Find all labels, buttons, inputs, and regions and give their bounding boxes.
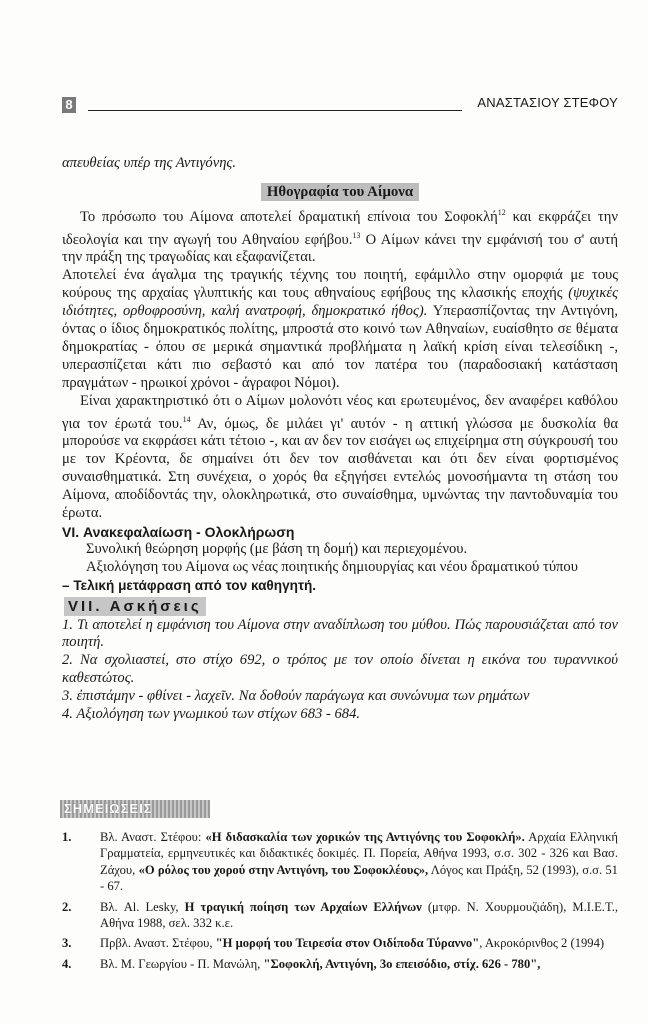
lead-line: απευθείας υπέρ της Αντιγόνης. — [62, 155, 237, 171]
footnote-4-bold: "Σοφοκλή, Αντιγόνη, 3ο επεισόδιο, στίχ. 626 - 780", — [263, 956, 541, 971]
page-number: 8 — [62, 97, 76, 113]
footnote-1-bold-1: «Η διδασκαλία των χορικών της Αντιγόνης του Σοφοκλή». — [205, 830, 525, 844]
notes-heading: ΣΗΜΕΙΩΣΕΙΣ — [64, 801, 153, 816]
running-title: ΑΝΑΣΤΑΣΙΟΥ ΣΤΕΦΟΥ — [477, 95, 618, 110]
paragraph-1-text-b: και εκφράζει την ιδεολογία και την αγωγή του Αθηναίου εφήβου. — [62, 208, 618, 248]
main-text — [62, 155, 618, 724]
footnote-1-text-a: Βλ. Αναστ. Στέφου: — [100, 830, 206, 844]
paragraph-2-text-a: Αποτελεί ένα άγαλμα της τραγικής τέχνης του ποιητή, εφάμιλλο στην ομορφιά με τους κούρους της αρχαίας γλυπτικής και τους αθηναίους εφήβους της κλασικής εποχής — [62, 267, 618, 302]
footnote-1-text-d: Λόγος και Πράξη, 52 (1993), σ.σ. 51 - 67. — [100, 862, 618, 894]
exercise-2: 2. Να σχολιαστεί, στο στίχο 692, ο τρόπος με τον οποίο δίνεται η εικόνα του τυραννικού καθεστώτος. — [62, 652, 618, 687]
footnote-item — [62, 935, 618, 951]
footnote-item — [62, 829, 618, 895]
footnote-number: 4. — [62, 956, 72, 971]
footnote-ref-14: 14 — [182, 414, 191, 424]
exercises-heading: VII. Ασκήσεις — [64, 597, 206, 616]
section-6-heading: VI. Ανακεφαλαίωση - Ολοκλήρωση — [62, 523, 295, 540]
paragraph-3 — [62, 393, 618, 523]
footnote-3-bold: "Η μορφή του Τειρεσία στον Οιδίποδα Τύραννο" — [215, 936, 480, 951]
section-6-line-1: Συνολική θεώρηση μορφής (με βάση τη δομή) και περιεχομένου. — [86, 540, 468, 557]
footnote-ref-12: 12 — [497, 207, 506, 217]
exercise-3: 3. ἐπιστάμην - φθίνει - λαχεῖν. Να δοθούν παράγωγα και συνώνυμα των ρημάτων — [62, 688, 530, 705]
exercises-heading-wrap — [62, 597, 618, 617]
paragraph-1 — [62, 204, 618, 267]
footnote-3-text-c: , Ακροκόρινθος 2 (1994) — [479, 936, 605, 951]
footnote-text — [100, 899, 618, 932]
final-translation-line: – Τελική μετάφραση από τον καθηγητή. — [62, 577, 317, 593]
footnote-4-text-a: Βλ. Μ. Γεωργίου - Π. Μανώλη, — [100, 956, 264, 971]
footnote-number: 2. — [62, 899, 72, 914]
footnote-text — [100, 829, 618, 895]
footnote-item — [62, 956, 618, 972]
paragraph-2 — [62, 267, 618, 392]
paragraph-2-text-b: Υπερασπίζοντας την Αντιγόνη, όντας ο ίδιος δημοκρατικός πολίτης, μπροστά στο κοινό των Αθηναίων, ευαίσθητο σε θέματα δημοκρατίας - όπου σε μερικά σημαντικά προβλήματα η λαϊκή κρίση είναι τελεσίδικη -, υπερασπίζεται κάτι πιο σεβαστό και από τον πατέρα του (παραδοσιακή κατάσταση πραγμάτων - ηρωικοί χρόνοι - άγραφοι Νόμοι). — [62, 303, 618, 391]
footnote-text — [100, 935, 618, 951]
footnote-1-bold-2: «Ο ρόλος του χορού στην Αντιγόνη, του Σοφοκλέους», — [138, 862, 429, 877]
footnotes — [62, 829, 618, 976]
paragraph-1-text-c: Ο Αίμων κάνει την εμφάνισή του σ' αυτή την πράξη της τραγωδίας και εξαφανίζεται. — [62, 231, 618, 266]
footnote-1-text-c: Αρχαία Ελληνική Γραμματεία, ερμηνευτικές και διδακτικές δοκιμές. Π. Πορεία, Αθήνα 1993, σ.σ. 302 - 326 και Βασ. Ζάχου, — [100, 830, 618, 877]
footnote-number: 3. — [62, 936, 72, 951]
paragraph-2-italic: (ψυχικές ιδιότητες, ορθοφροσύνη, καλή ανατροφή, δημοκρατικό ήθος). — [62, 285, 618, 320]
paragraph-3-text-b: Αν, όμως, δε μιλάει γι' αυτόν - η αττική γλώσσα με δυσκολία θα μπορούσε να εκφράσει κάτι τέτοιο -, και αν δεν τον εισάγει ως επιχείρημα στη σύγκρουσή του με τον Κρέοντα, δε σημαίνει ότι δεν τον αισθάνεται και ότι δεν είναι φορτισμένος συναισθηματικά. Στη συνέχεια, ο χορός θα εξηγήσει εντελώς μονοσήμαντα τη στάση του Αίμονα, αποδίδοντάς την, ολοκληρωτικά, στο συναίσθημα, υμνώντας την παντοδυναμία του έρωτα. — [62, 415, 618, 521]
page-header — [62, 93, 618, 117]
footnote-number: 1. — [62, 830, 72, 844]
notes-heading-bar — [60, 800, 210, 818]
paragraph-3-text-a: Είναι χαρακτηριστικό ότι ο Αίμων μολονότι νέος και ερωτευμένος, δεν αναφέρει καθόλου για τον έρωτά του. — [62, 392, 618, 432]
section-heading-wrap — [62, 183, 618, 202]
footnote-item — [62, 899, 618, 932]
footnote-ref-13: 13 — [352, 230, 361, 240]
footnote-3-text-a: Πρβλ. Αναστ. Στέφου, — [100, 936, 216, 951]
footnote-2-text-c: (μτφρ. Ν. Χουρμουζιάδη), Μ.Ι.Ε.Τ., Αθήνα 1988, σελ. 332 κ.ε. — [100, 899, 619, 931]
footnote-2-bold: Η τραγική ποίηση των Αρχαίων Ελλήνων — [184, 899, 422, 914]
footnote-text — [100, 956, 618, 972]
paragraph-1-text-a: Το πρόσωπο του Αίμονα αποτελεί δραματική επίνοια του Σοφοκλή — [80, 208, 498, 225]
section-heading: Ηθογραφία του Αίμονα — [261, 183, 419, 201]
footnote-2-text-a: Βλ. Al. Lesky, — [100, 899, 185, 914]
exercise-1: 1. Τι αποτελεί η εμφάνιση του Αίμονα στην αναδίπλωση του μύθου. Πώς παρουσιάζεται από τον ποιητή. — [62, 616, 618, 651]
exercise-4: 4. Αξιολόγηση των γνωμικού των στίχων 683 - 684. — [62, 706, 361, 723]
section-6-line-2: Αξιολόγηση του Αίμονα ως νέας ποιητικής δημιουργίας και νέου δραματικού τύπου — [86, 558, 578, 575]
header-rule — [88, 110, 462, 111]
